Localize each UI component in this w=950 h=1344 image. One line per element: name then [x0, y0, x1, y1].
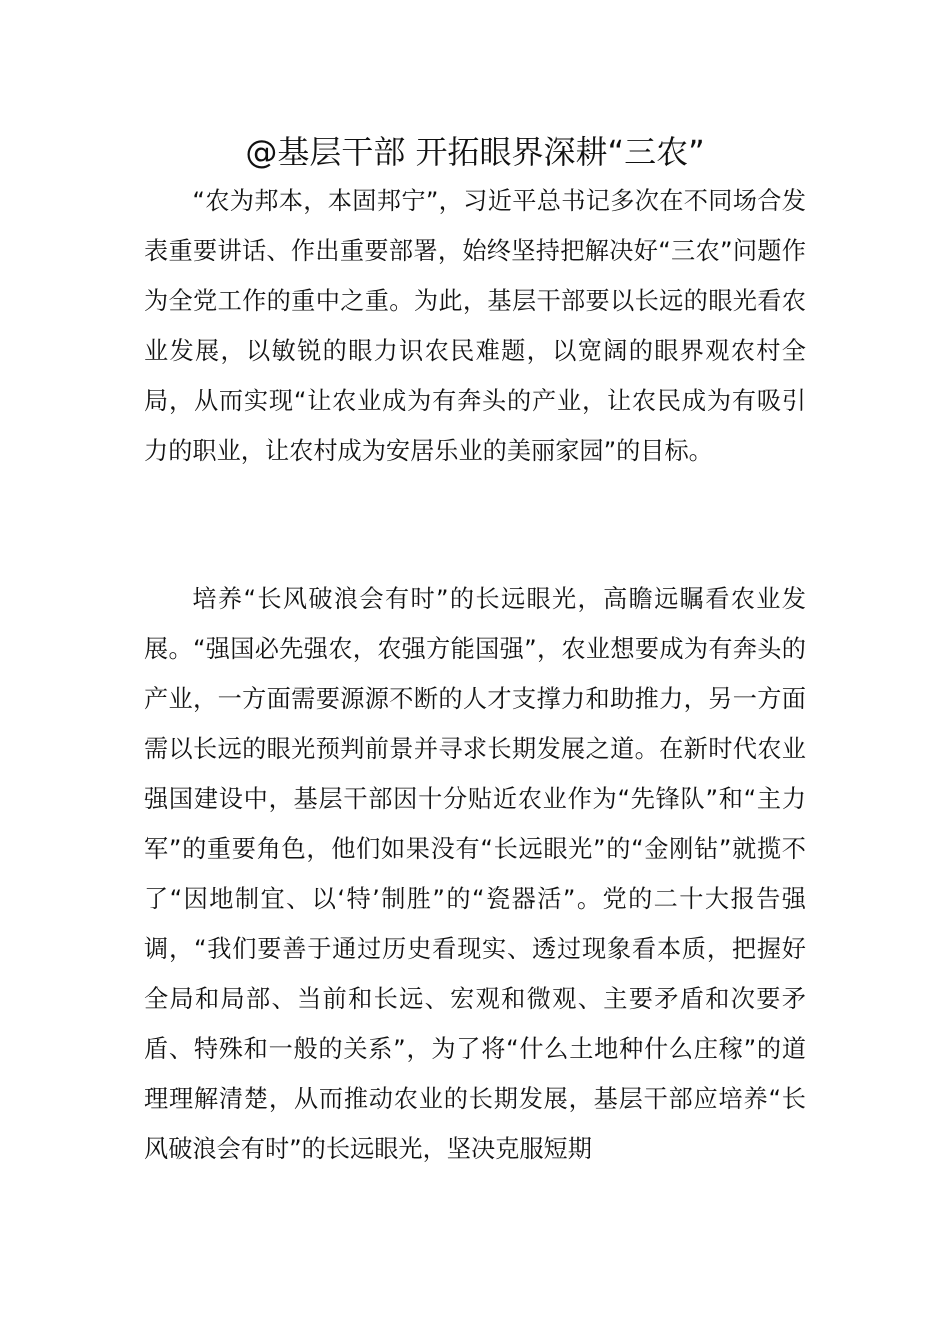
paragraph-long-term-vision: 培养“长风破浪会有时”的长远眼光，高瞻远瞩看农业发展。“强国必先强农，农强方能国强”，农业想要成为有奔头的产业，一方面需要源源不断的人才支撑力和助推力，另一方面需以长远的眼光预判前景并寻求长期发展之道。在新时代农业强国建设中，基层干部因十分贴近农业作为“先锋队”和“主力军”的重要角色，他们如果没有“长远眼光”的“金刚钻”就揽不了“因地制宜、以‘特’制胜”的“瓷器活”。党的二十大报告强调，“我们要善于通过历史看现实、透过现象看本质，把握好全局和局部、当前和长远、宏观和微观、主要矛盾和次要矛盾、特殊和一般的关系”，为了将“什么土地种什么庄稼”的道理理解清楚，从而推动农业的长期发展，基层干部应培养“长风破浪会有时”的长远眼光，坚决克服短期 [144, 585, 806, 1163]
document-title: @基层干部 开拓眼界深耕“三农” [245, 133, 705, 171]
paragraph-intro: “农为邦本，本固邦宁”，习近平总书记多次在不同场合发表重要讲话、作出重要部署，始终坚持把解决好“三农”问题作为全党工作的重中之重。为此，基层干部要以长远的眼光看农业发展，以敏锐的眼力识农民难题，以宽阔的眼界观农村全局，从而实现“让农业成为有奔头的产业，让农民成为有吸引力的职业，让农村成为安居乐业的美丽家园”的目标。 [144, 187, 806, 465]
